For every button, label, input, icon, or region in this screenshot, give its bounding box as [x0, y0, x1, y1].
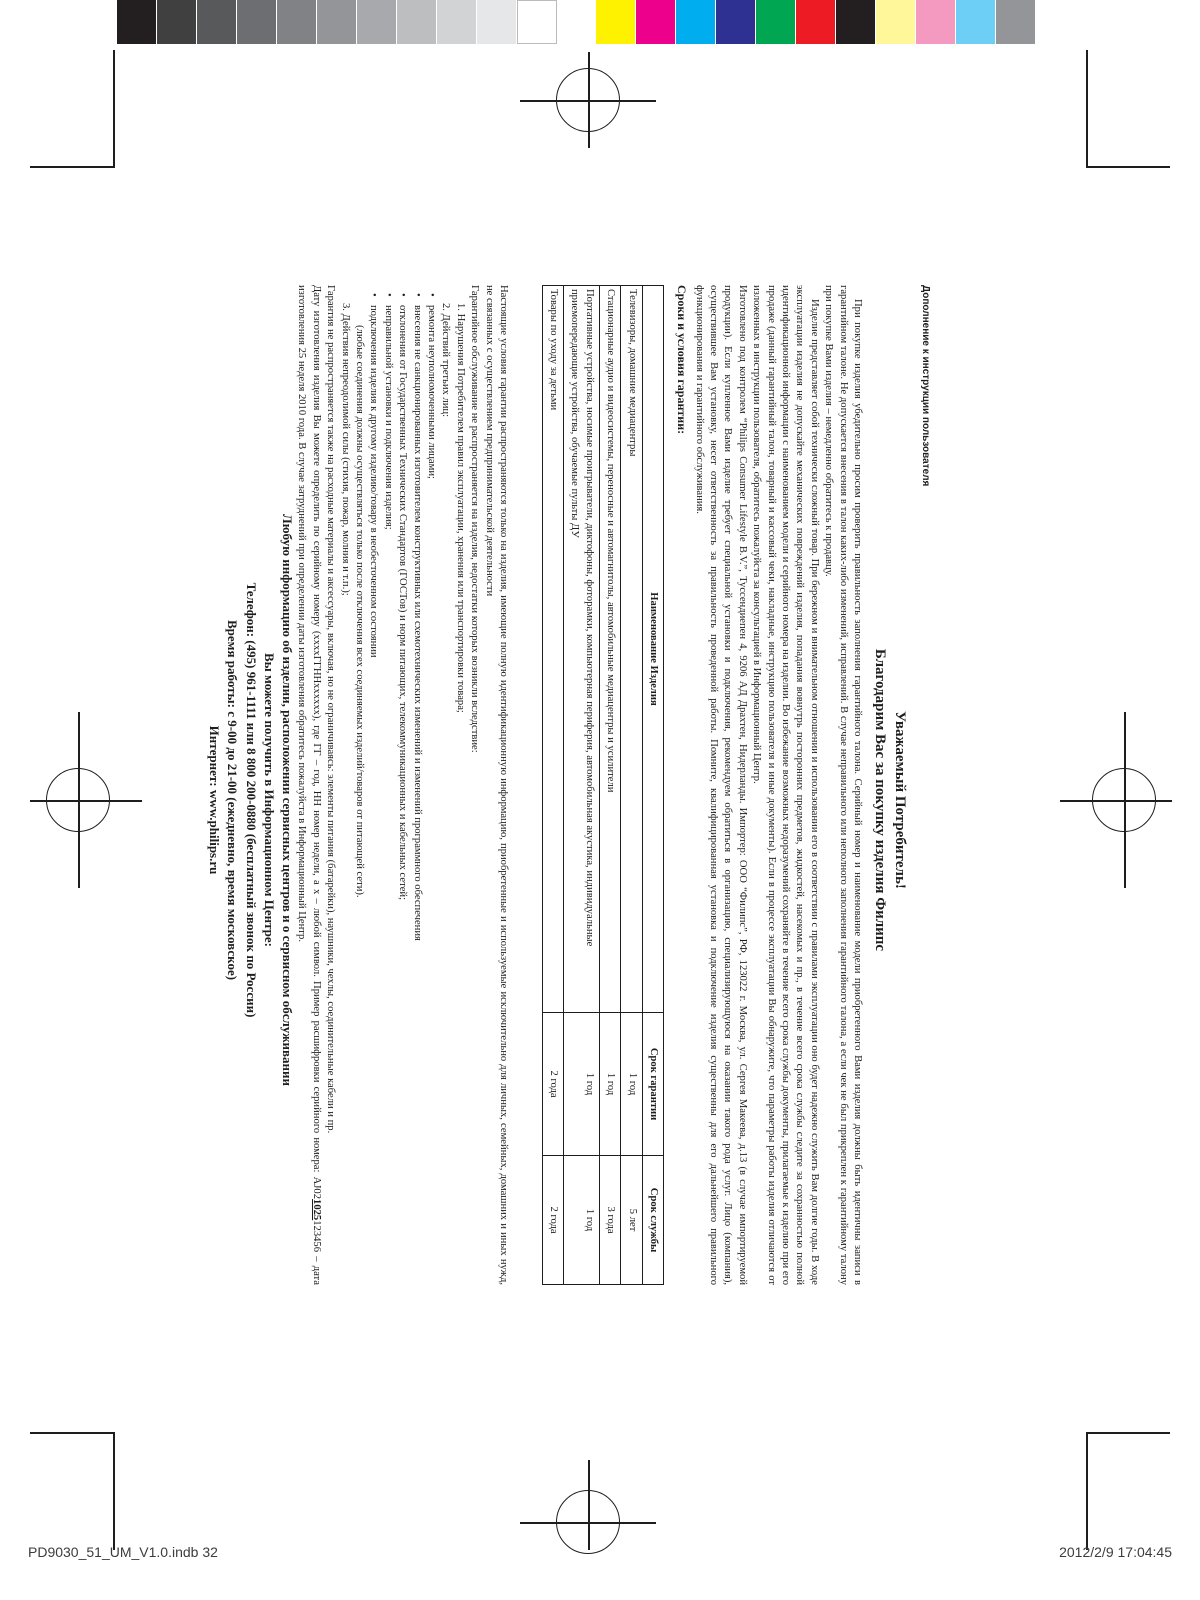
section-title: Сроки и условия гарантии:: [675, 285, 689, 435]
terms-item: 1. Нарушения Потребителем правил эксплуатации, хранения или транспортировки товара;: [454, 303, 466, 713]
intro-text: [691, 285, 864, 1285]
registration-line: [588, 52, 590, 148]
contact-line: Любую информацию об изделии, расположении сервисных центров и о сервисном обслуживании: [280, 513, 295, 1087]
grey-swatch: [357, 0, 397, 44]
grey-swatch: [397, 0, 437, 44]
table-cell: 2 года: [542, 1156, 563, 1285]
table-row: [621, 286, 642, 1285]
date-info-text: Дату изготовления изделия Вы можете определить по серийному номеру (xxxxГГННxxxxxx), где ГГ – год, НН номер недели, а x – любой символ. Пример расшифровки серийного номера: AJ02: [310, 285, 322, 1200]
terms-date-info: [294, 285, 323, 1285]
color-swatch: [836, 0, 876, 44]
page-title: Уважаемый Потребитель!: [892, 711, 908, 889]
grey-swatch: [117, 0, 157, 44]
terms-intro: Настоящие условия гарантии распространяются только на изделия, имеющие полную идентификационную информацию, приобретенные и используемые исключительно для личных, семейных, домашних и иных нужд, не связанных с осуществлением предпринимательской деятельности: [483, 285, 509, 1285]
column-header: Срок гарантии: [642, 1013, 663, 1156]
crop-mark: [30, 166, 114, 168]
table-cell: Товары по уходу за детьми: [542, 286, 563, 1013]
contact-info: [205, 285, 296, 1315]
crop-mark: [1086, 166, 1170, 168]
terms-not-covered: Гарантийное обслуживание не распространяется на изделия, недостатки которых возникли вследствие:: [469, 285, 481, 753]
page-subtitle: Благодарим Вас за покупку изделия Филипс: [872, 648, 888, 952]
terms-item: 2. Действий третьих лиц:: [440, 303, 452, 418]
grey-swatch: [517, 0, 557, 44]
page-content: [207, 285, 980, 1315]
column-header: Срок службы: [642, 1156, 663, 1285]
registration-line: [588, 1460, 590, 1550]
grey-swatch: [277, 0, 317, 44]
warranty-terms: [294, 285, 510, 1285]
color-swatch: [716, 0, 756, 44]
table-row: [599, 286, 620, 1285]
color-swatch: [756, 0, 796, 44]
grey-swatch: [317, 0, 357, 44]
footer-timestamp: 2012/2/9 17:04:45: [1059, 1544, 1172, 1560]
grey-swatch: [437, 0, 477, 44]
grey-swatch: [477, 0, 517, 44]
column-header: Наименование Изделия: [642, 286, 663, 1013]
rotated-page: [207, 285, 980, 1315]
footer-file-name: PD9030_51_UM_V1.0.indb 32: [28, 1544, 218, 1560]
crop-mark: [30, 1432, 114, 1434]
grey-swatch: [197, 0, 237, 44]
table-cell: 5 лет: [621, 1156, 642, 1285]
table-cell: 3 года: [599, 1156, 620, 1285]
table-row: [563, 286, 599, 1285]
contact-website: Интернет: www.philips.ru: [207, 725, 223, 875]
color-control-strip: [596, 0, 1036, 44]
color-swatch: [676, 0, 716, 44]
contact-hours: Время работы: с 9-00 до 21-00 (ежедневно, время московское): [225, 619, 241, 981]
table-header-row: [642, 286, 663, 1285]
color-swatch: [956, 0, 996, 44]
color-swatch: [996, 0, 1036, 44]
contact-line: Вы можете получить в Информационном Центре:: [261, 652, 277, 948]
table-cell: 2 года: [542, 1013, 563, 1156]
table-cell: 1 год: [621, 1013, 642, 1156]
crop-mark: [1086, 1432, 1088, 1550]
crop-mark: [1086, 50, 1088, 168]
color-swatch: [796, 0, 836, 44]
table-row: [542, 286, 563, 1285]
table-cell: 1 год: [563, 1156, 599, 1285]
warranty-table: [542, 285, 664, 1285]
list-item: • подключения изделия к другому изделию/товару в необесточенном состоянии: [366, 285, 380, 1285]
terms-consumables: Гарантия не распространяется также на расходные материалы и аксессуары, включая, но не ограничиваясь: элементы питания (батарейки), наушники, чехлы, соединительные кабели и пр.: [325, 285, 337, 1134]
date-info-text: 123456 – дата изготовления 25 неделя 2010 года. В случае затруднений при определении даты изготовления обратитесь пожалуйста в Информационный Центр.: [296, 285, 322, 1285]
registration-line: [1060, 800, 1172, 802]
registration-line: [78, 712, 80, 888]
crop-mark: [113, 50, 115, 168]
crop-mark: [113, 1432, 115, 1550]
terms-bullet-list: [366, 285, 438, 1285]
table-cell: Телевизоры, домашние медиацентры: [621, 286, 642, 1013]
paragraph: Изготовлено под контролем “Philips Consumer Lifestyle B.V.”, Туссендиепен 4, 9206 АД Драхтен, Нидерланды. Импортер: ООО “Филипс”, РФ, 123022 г. Москва, ул. Сергея Макеева, д.13 (в случае импортируемой продукции). Если купленное Вами изделие требует специальной установки и подключения, рекомендуем обратиться в организацию, специализирующуюся на оказании такого рода услуг. Лицо (компания), осуществившее Вам установку, несет ответственность за правильность проведенной работы. Помните, квалифицированная установка и подключение изделия существенны для его дальнейшего правильного функционирования и гарантийного обслуживания.: [693, 285, 748, 1285]
crop-mark: [1086, 1432, 1170, 1434]
table-cell: 1 год: [599, 1013, 620, 1156]
table-cell: Стационарные аудио и видеосистемы, переносные и автомагнитолы, автомобильные медиацентры и усилители: [599, 286, 620, 1013]
grey-swatch: [237, 0, 277, 44]
color-swatch: [636, 0, 676, 44]
registration-line: [30, 800, 142, 802]
list-item: • ремонта неуполномоченными лицами;: [424, 285, 438, 1285]
list-item: • отклонения от Государственных Технических Стандартов (ГОСТов) и норм питающих, телекоммуникационных и кабельных сетей;: [395, 285, 409, 1285]
grey-control-strip: [117, 0, 557, 44]
terms-item: 3. Действия непреодолимой силы (стихия, пожар, молния и т.п.);: [339, 303, 351, 596]
header-note: Дополнение к инструкции пользователя: [920, 285, 931, 487]
color-swatch: [876, 0, 916, 44]
color-swatch: [596, 0, 636, 44]
list-item: • внесения не санкционированных изготовителем конструктивных или схемотехнических изменений и изменений программного обеспечения: [409, 285, 423, 1285]
contact-phone: Телефон: (495) 961-1111 или 8 800 200-0880 (бесплатный звонок по России): [243, 582, 259, 1018]
terms-note: (любые соединения должны осуществляться только после отключения всех соединяемых изделий/товаров от питающей сети).: [353, 325, 365, 898]
table-cell: 1 год: [563, 1013, 599, 1156]
date-info-highlight: 1025: [310, 1199, 322, 1221]
paragraph: Изделие представляет собой технически сложный товар. При бережном и внимательном отношении и использовании его в соответствии с правилами эксплуатации оно будет надежно служить Вам долгие годы. В ходе эксплуатации изделия не допускайте механических повреждений изделия, попадания вовнутрь посторонних предметов, жидкостей, насекомых и пр., в течение всего срока службы следите за сохранностью полной идентификационной информации с наименованием модели и серийного номера на изделии. Во избежание возможных недоразумений сохраняйте в течение всего срока службы документы, прилагаемые к изделию при его продаже (данный гарантийный талон, товарный и кассовый чеки, накладные, инструкцию пользователя и иные документы). Если в процессе эксплуатации Вы обнаружите, что параметры работы изделия отличаются от изложенных в инструкции пользователя, обратитесь пожалуйста за консультацией в Информационный Центр.: [751, 285, 820, 1285]
color-swatch: [916, 0, 956, 44]
table-cell: Портативные устройства, носимые проигрыватели, диктофоны, фоторамки, компьютерная периферия, автомобильная акустика, индивидуальные приемопередающие устройства, обучаемые пульты ДУ: [563, 286, 599, 1013]
list-item: • неправильной установки и подключения изделия;: [380, 285, 394, 1285]
paragraph: При покупке изделия убедительно просим проверить правильность заполнения гарантийного талона. Серийный номер и наименование модели приобретенного Вами изделия должны быть идентичны записи в гарантийном талоне. Не допускается внесения в талон каких-либо изменений, исправлений. В случае неправильного или неполного заполнения гарантийного талона, а если чек не был прикреплен к гарантийному талону при покупке Вами изделия – немедленно обратитесь к продавцу.: [823, 285, 863, 1285]
registration-line: [1124, 712, 1126, 888]
grey-swatch: [157, 0, 197, 44]
